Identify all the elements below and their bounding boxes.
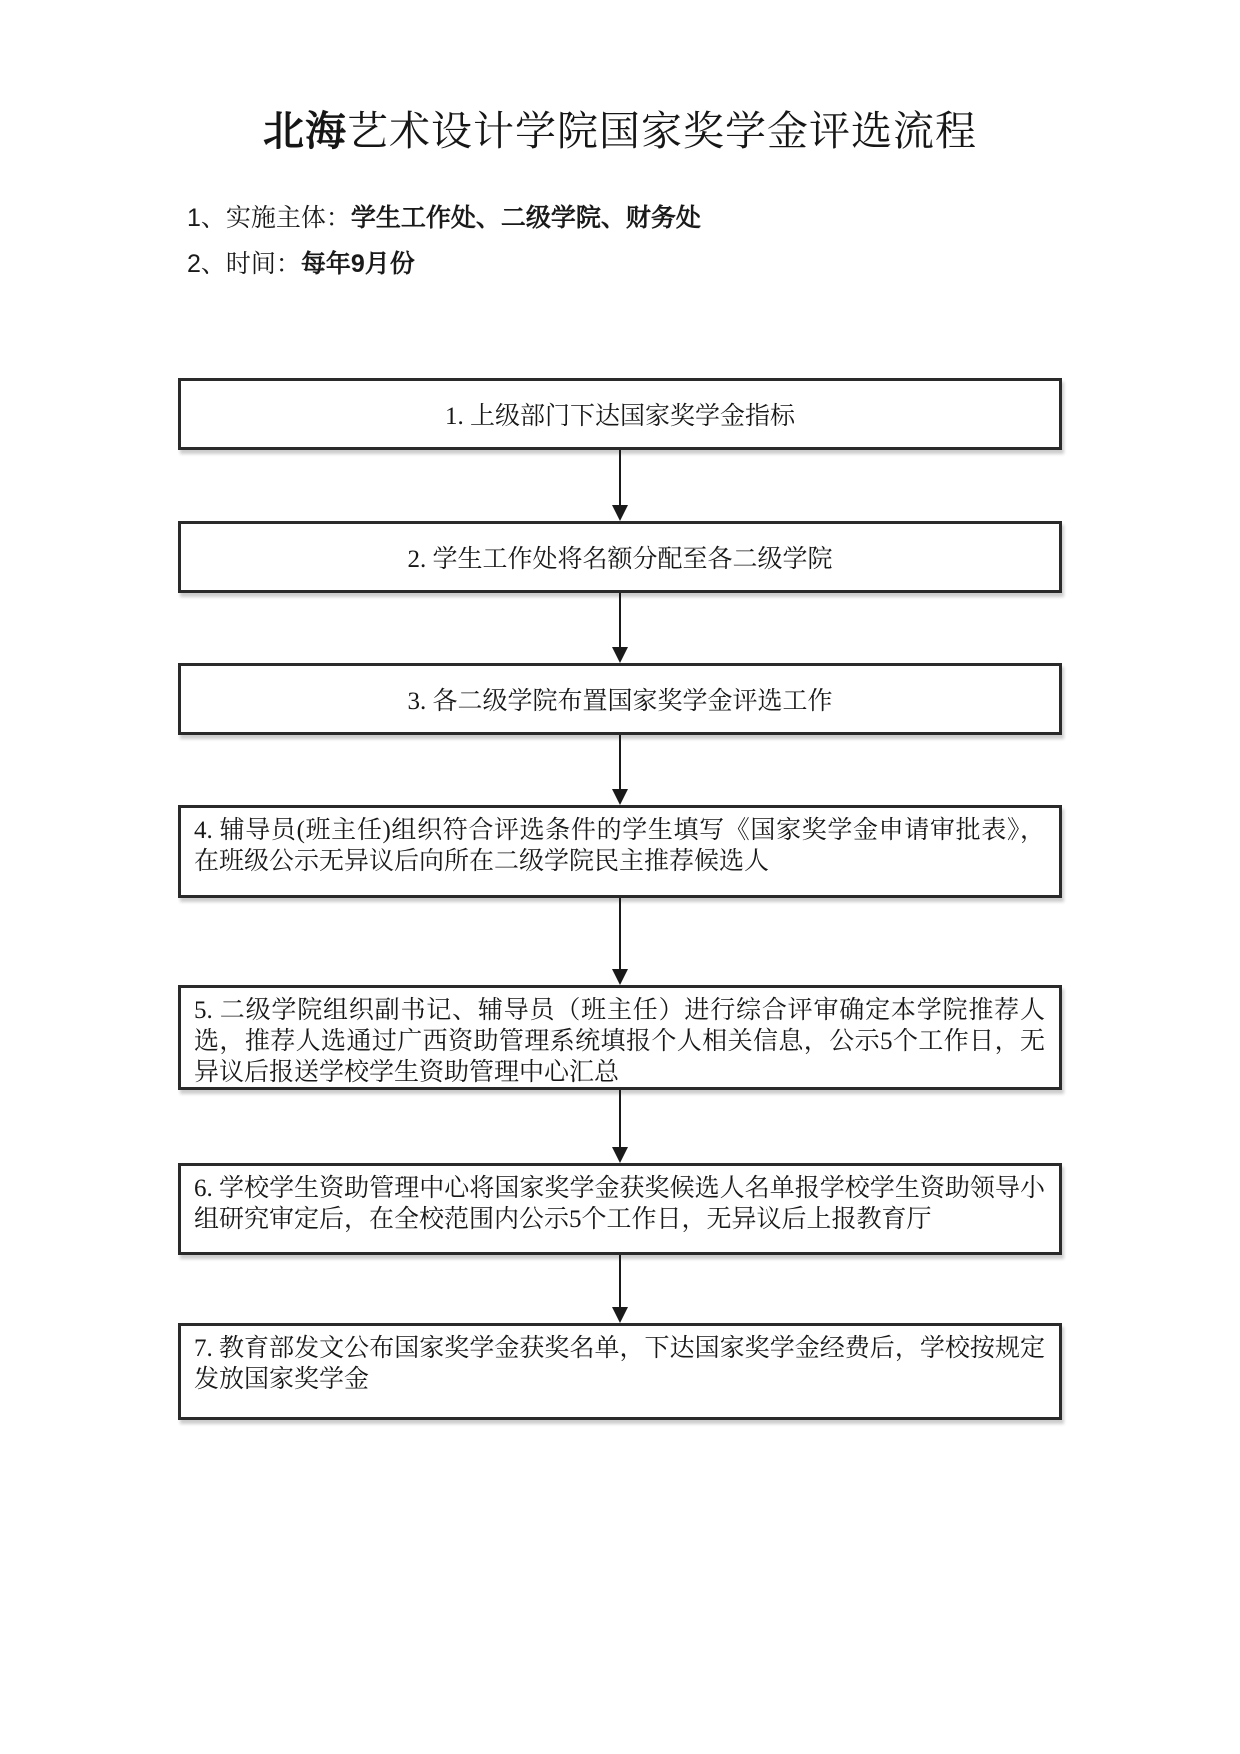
arrow-line	[619, 450, 621, 505]
flow-step-text: 6. 学校学生资助管理中心将国家奖学金获奖候选人名单报学校学生资助领导小组研究审定后，在全校范围内公示5个工作日，无异议后上报教育厅	[194, 1175, 1045, 1233]
meta-item-value: 学生工作处、二级学院、财务处	[350, 204, 701, 232]
flow-step-text: 4. 辅导员(班主任)组织符合评选条件的学生填写《国家奖学金申请审批表》，在班级公示无异议后向所在二级学院民主推荐候选人	[194, 817, 1045, 875]
flow-step-6	[178, 1163, 1062, 1255]
flow-step-text: 7. 教育部发文公布国家奖学金获奖名单，下达国家奖学金经费后，学校按规定发放国家奖学金	[194, 1335, 1045, 1393]
flow-step-text: 5. 二级学院组织副书记、辅导员（班主任）进行综合评审确定本学院推荐人选，推荐人选通过广西资助管理系统填报个人相关信息，公示5个工作日，无异议后报送学校学生资助管理中心汇总	[194, 997, 1045, 1086]
arrow-line	[619, 1255, 621, 1307]
meta-item-value: 每年9月份	[300, 250, 415, 278]
flow-step-text: 3. 各二级学院布置国家奖学金评选工作	[407, 688, 833, 715]
page-title	[0, 98, 1240, 157]
meta-item-prefix: 1、实施主体：	[187, 204, 351, 232]
arrow-head-icon	[612, 647, 628, 663]
arrow-line	[619, 898, 621, 969]
arrow-head-icon	[612, 789, 628, 805]
flow-step-7	[178, 1323, 1062, 1420]
arrow-connector-5	[612, 1090, 628, 1163]
flow-step-1	[178, 378, 1062, 450]
arrow-connector-1	[612, 450, 628, 521]
arrow-connector-6	[612, 1255, 628, 1323]
arrow-line	[619, 735, 621, 789]
arrow-connector-2	[612, 593, 628, 663]
arrow-connector-4	[612, 898, 628, 985]
meta-item-subject	[187, 203, 701, 233]
flow-step-2	[178, 521, 1062, 593]
arrow-line	[619, 593, 621, 647]
flow-step-3	[178, 663, 1062, 735]
flow-step-5	[178, 985, 1062, 1090]
flow-step-4	[178, 805, 1062, 898]
meta-item-prefix: 2、时间：	[187, 250, 301, 278]
meta-item-time	[187, 249, 701, 279]
arrow-head-icon	[612, 505, 628, 521]
flow-step-text: 1. 上级部门下达国家奖学金指标	[444, 403, 795, 430]
arrow-head-icon	[612, 1147, 628, 1163]
page-title-rest: 艺术设计学院国家奖学金评选流程	[347, 108, 977, 154]
page-title-emphasis: 北海	[263, 108, 347, 154]
arrow-connector-3	[612, 735, 628, 805]
arrow-line	[619, 1090, 621, 1147]
arrow-head-icon	[612, 1307, 628, 1323]
flow-step-text: 2. 学生工作处将名额分配至各二级学院	[407, 546, 833, 573]
meta-list	[187, 203, 701, 295]
arrow-head-icon	[612, 969, 628, 985]
